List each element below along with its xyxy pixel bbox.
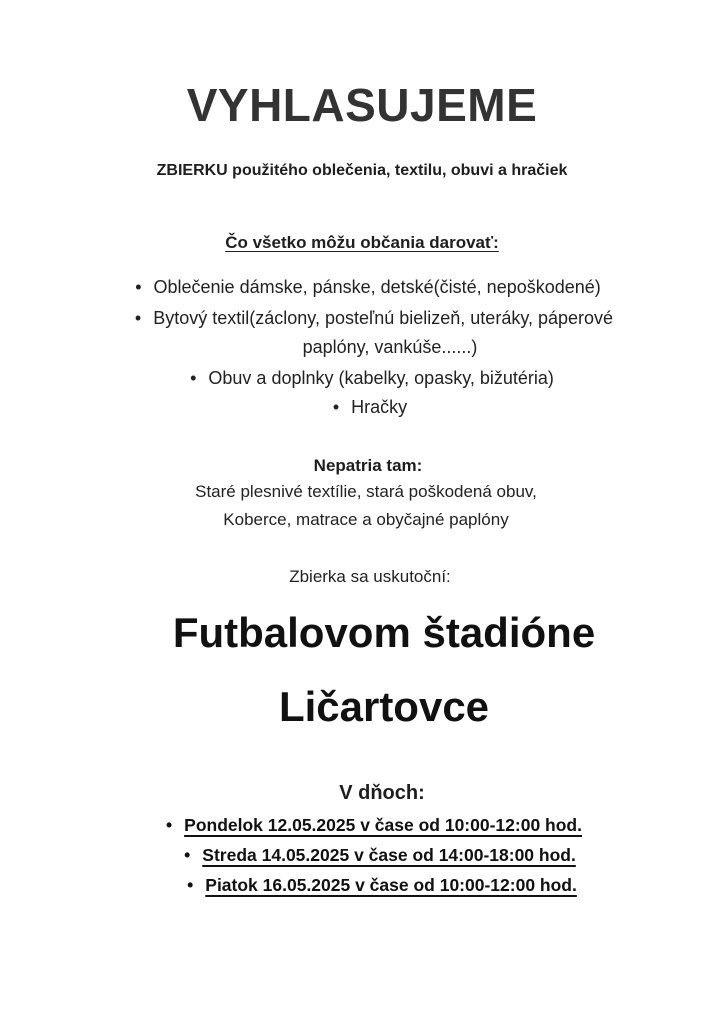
excluded-line: Staré plesnivé textílie, stará poškodená obuv, [195,482,537,501]
page-title: VYHLASUJEME [186,79,538,131]
donate-item [10,369,724,387]
subtitle: ZBIERKU použitého oblečenia, textilu, obuvi a hračiek [156,162,568,179]
donate-item [12,309,724,327]
donate-item-text: Obuv a doplnky (kabelky, opasky, bižutéria) [208,368,554,388]
schedule-date-text: Pondelok 12.05.2025 v čase od 10:00-12:00 hod. [184,815,582,835]
donate-item [8,398,724,416]
donate-heading: Čo všetko môžu občania darovať: [225,233,499,252]
schedule-date-text: Piatok 16.05.2025 v čase od 10:00-12:00 hod. [205,875,577,895]
schedule-date-text: Streda 14.05.2025 v čase od 14:00-18:00 hod. [202,845,576,865]
donate-item-continuation: paplóny, vankúše......) [302,337,478,357]
location-village: Ličartovce [278,683,490,730]
location-intro: Zbierka sa uskutoční: [289,567,451,586]
schedule-date [12,817,724,835]
excluded-heading: Nepatria tam: [313,456,423,475]
location-venue: Futbalovom štadióne [172,609,596,656]
donate-item [6,278,724,296]
schedule-date [18,847,724,865]
schedule-date [20,877,724,895]
donate-item-text: Oblečenie dámske, pánske, detské(čisté, nepoškodené) [153,277,601,297]
schedule-heading: V dňoch: [339,782,425,804]
donate-item-text: Bytový textil(záclony, posteľnú bielizeň, uteráky, páperové [153,308,614,328]
donate-item-text: Hračky [351,397,408,417]
excluded-line: Koberce, matrace a obyčajné paplóny [223,510,509,529]
